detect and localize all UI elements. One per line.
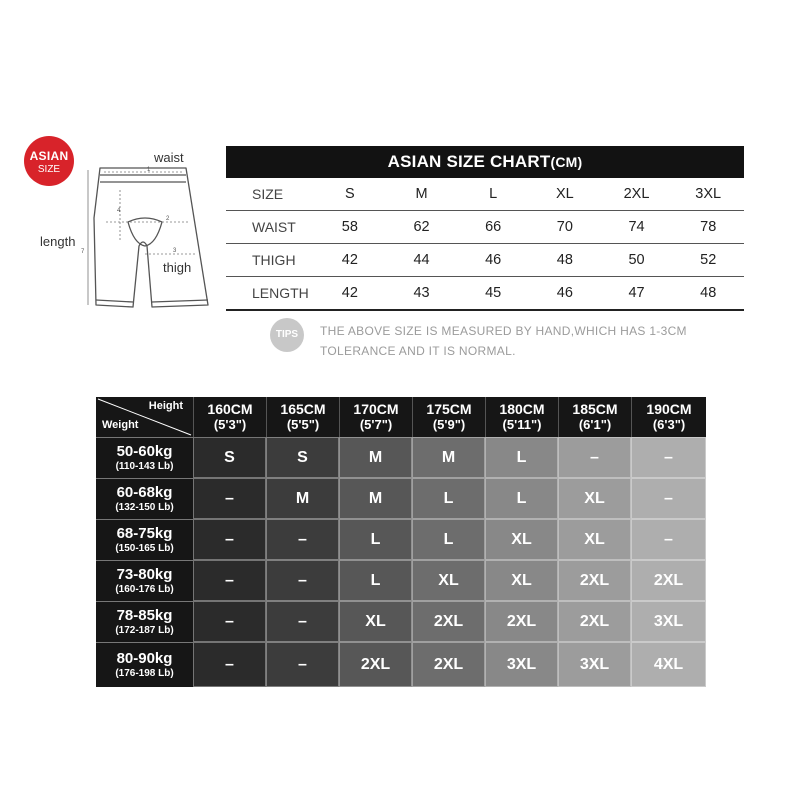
- corner-height-label: Height: [148, 400, 183, 412]
- size-recommendation-cell: –: [266, 642, 339, 687]
- size-chart-cell: M: [415, 186, 428, 202]
- size-recommendation-cell: M: [412, 437, 485, 478]
- size-chart-row-label: WAIST: [252, 219, 296, 235]
- size-recommendation-cell: 2XL: [412, 642, 485, 687]
- size-chart-cell: 46: [556, 285, 573, 301]
- size-chart-cell: 66: [485, 219, 502, 235]
- badge-line1: ASIAN: [29, 149, 69, 163]
- size-recommendation-cell: –: [631, 478, 706, 519]
- badge-line2: SIZE: [37, 164, 61, 175]
- marker-2: 2: [166, 216, 170, 222]
- tips-text: [320, 321, 760, 361]
- size-recommendation-cell: XL: [485, 560, 558, 601]
- height-weight-grid: [96, 397, 706, 687]
- size-recommendation-cell: –: [193, 642, 266, 687]
- size-chart-row: [226, 244, 744, 277]
- height-ft: (5'5"): [286, 417, 320, 432]
- size-recommendation-cell: L: [485, 437, 558, 478]
- height-cm: 160CM: [207, 401, 253, 417]
- weight-lb: (176-198 Lb): [115, 668, 174, 679]
- size-recommendation-cell: M: [339, 437, 412, 478]
- size-recommendation-cell: L: [485, 478, 558, 519]
- size-recommendation-cell: 2XL: [339, 642, 412, 687]
- weight-header-cell: [96, 601, 193, 642]
- size-chart-cell: 70: [556, 219, 573, 235]
- size-recommendation-cell: –: [266, 519, 339, 560]
- grid-corner: [96, 397, 193, 437]
- height-cm: 190CM: [646, 401, 692, 417]
- height-cm: 170CM: [353, 401, 399, 417]
- weight-kg: 78-85kg: [116, 607, 173, 624]
- size-chart-row-label: LENGTH: [252, 285, 309, 301]
- size-chart-cell: 74: [628, 219, 645, 235]
- shorts-diagram: [0, 0, 220, 330]
- size-recommendation-cell: –: [631, 437, 706, 478]
- height-header-cell: [193, 397, 266, 437]
- corner-weight-label: Weight: [102, 419, 139, 431]
- height-ft: (5'11"): [502, 417, 542, 432]
- size-chart-cell: 42: [341, 252, 358, 268]
- marker-1: 1: [147, 167, 151, 173]
- thigh-label: thigh: [163, 260, 192, 275]
- marker-3: 3: [173, 248, 177, 254]
- weight-lb: (172-187 Lb): [115, 625, 174, 636]
- size-recommendation-cell: S: [266, 437, 339, 478]
- size-recommendation-cell: –: [631, 519, 706, 560]
- weight-kg: 50-60kg: [116, 443, 173, 460]
- size-recommendation-cell: 2XL: [558, 601, 631, 642]
- height-header-cell: [266, 397, 339, 437]
- weight-kg: 60-68kg: [116, 484, 173, 501]
- height-cm: 180CM: [499, 401, 545, 417]
- height-ft: (5'9"): [432, 417, 466, 432]
- size-recommendation-cell: –: [193, 519, 266, 560]
- size-chart-row: [226, 211, 744, 244]
- size-chart-title: [226, 146, 744, 178]
- size-chart-row-label: THIGH: [252, 252, 296, 268]
- size-recommendation-cell: XL: [558, 478, 631, 519]
- size-chart-cell: 58: [341, 219, 358, 235]
- size-chart-cell: 2XL: [623, 186, 650, 202]
- size-recommendation-cell: –: [193, 601, 266, 642]
- size-recommendation-cell: –: [193, 560, 266, 601]
- size-chart-cell: L: [489, 186, 498, 202]
- size-chart-cell: 44: [413, 252, 430, 268]
- size-chart-cell: 45: [485, 285, 502, 301]
- size-chart-cell: 48: [556, 252, 573, 268]
- size-recommendation-cell: L: [412, 478, 485, 519]
- height-header-cell: [339, 397, 412, 437]
- size-chart-cell: 48: [700, 285, 717, 301]
- length-label: length: [40, 234, 76, 249]
- size-chart-cell: 43: [413, 285, 430, 301]
- weight-header-cell: [96, 478, 193, 519]
- asian-size-chart: [226, 146, 744, 311]
- size-recommendation-cell: 2XL: [412, 601, 485, 642]
- size-chart-cell: S: [345, 186, 355, 202]
- weight-header-cell: [96, 519, 193, 560]
- size-recommendation-cell: S: [193, 437, 266, 478]
- size-recommendation-cell: M: [266, 478, 339, 519]
- height-ft: (6'3"): [652, 417, 686, 432]
- height-ft: (5'7"): [359, 417, 393, 432]
- size-recommendation-cell: M: [339, 478, 412, 519]
- size-recommendation-cell: –: [266, 601, 339, 642]
- size-recommendation-cell: L: [339, 560, 412, 601]
- size-recommendation-cell: XL: [412, 560, 485, 601]
- size-chart-cell: 3XL: [695, 186, 722, 202]
- size-chart-cell: 78: [700, 219, 717, 235]
- size-recommendation-cell: –: [193, 478, 266, 519]
- size-chart-cell: 42: [341, 285, 358, 301]
- size-chart-cell: 47: [628, 285, 645, 301]
- waist-label: waist: [154, 150, 184, 165]
- size-chart-rows: [226, 178, 744, 311]
- size-chart-cell: 52: [700, 252, 717, 268]
- size-recommendation-cell: 3XL: [485, 642, 558, 687]
- size-chart-title-text: ASIAN SIZE CHART: [387, 152, 551, 171]
- size-chart-row: [226, 178, 744, 211]
- size-recommendation-cell: 4XL: [631, 642, 706, 687]
- height-cm: 165CM: [280, 401, 326, 417]
- size-recommendation-cell: XL: [558, 519, 631, 560]
- size-recommendation-cell: 3XL: [558, 642, 631, 687]
- size-recommendation-cell: XL: [339, 601, 412, 642]
- size-chart-title-unit: (CM): [550, 154, 583, 170]
- weight-lb: (160-176 Lb): [115, 584, 174, 595]
- height-header-cell: [558, 397, 631, 437]
- size-chart-cell: XL: [555, 186, 574, 202]
- weight-header-cell: [96, 437, 193, 478]
- size-recommendation-cell: –: [266, 560, 339, 601]
- size-recommendation-cell: 2XL: [558, 560, 631, 601]
- weight-kg: 73-80kg: [116, 566, 173, 583]
- height-cm: 185CM: [572, 401, 618, 417]
- weight-header-cell: [96, 560, 193, 601]
- weight-lb: (132-150 Lb): [115, 502, 174, 513]
- tips-line1: THE ABOVE SIZE IS MEASURED BY HAND,WHICH HAS 1-3CM: [320, 324, 687, 338]
- tips-line2: TOLERANCE AND IT IS NORMAL.: [320, 344, 516, 358]
- height-header-cell: [485, 397, 558, 437]
- size-chart-row: [226, 277, 744, 311]
- weight-lb: (110-143 Lb): [115, 461, 174, 472]
- height-ft: (5'3"): [213, 417, 247, 432]
- size-chart-cell: 62: [413, 219, 430, 235]
- marker-4: 4: [117, 208, 121, 214]
- size-recommendation-cell: –: [558, 437, 631, 478]
- size-chart-cell: 50: [628, 252, 645, 268]
- height-header-cell: [631, 397, 706, 437]
- size-recommendation-cell: 3XL: [631, 601, 706, 642]
- marker-7: 7: [81, 249, 85, 255]
- size-recommendation-cell: XL: [485, 519, 558, 560]
- weight-header-cell: [96, 642, 193, 687]
- size-recommendation-cell: 2XL: [485, 601, 558, 642]
- size-chart-row-label: SIZE: [252, 186, 284, 202]
- height-header-cell: [412, 397, 485, 437]
- tips-badge: TIPS: [270, 318, 304, 352]
- size-chart-cell: 46: [485, 252, 502, 268]
- size-recommendation-cell: L: [339, 519, 412, 560]
- size-recommendation-cell: 2XL: [631, 560, 706, 601]
- weight-kg: 68-75kg: [116, 525, 173, 542]
- height-ft: (6'1"): [578, 417, 612, 432]
- weight-kg: 80-90kg: [116, 650, 173, 667]
- height-cm: 175CM: [426, 401, 472, 417]
- weight-lb: (150-165 Lb): [115, 543, 174, 554]
- size-recommendation-cell: L: [412, 519, 485, 560]
